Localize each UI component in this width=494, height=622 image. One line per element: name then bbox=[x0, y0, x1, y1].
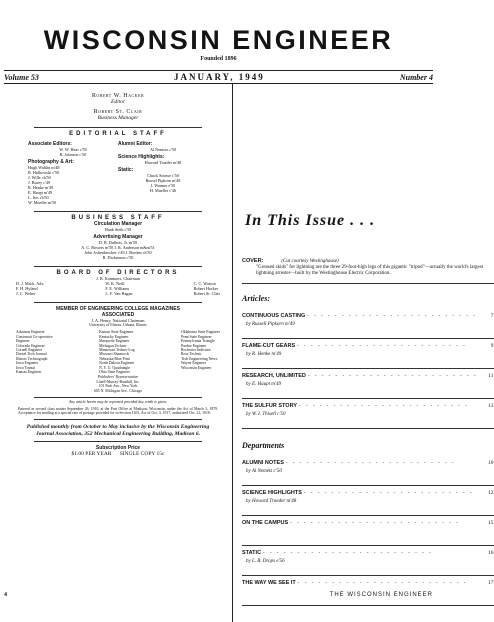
divider bbox=[34, 302, 202, 303]
article-entry bbox=[242, 373, 494, 403]
department-entry bbox=[242, 460, 494, 490]
article-entry bbox=[242, 313, 494, 343]
board-member: C. C. Watson bbox=[193, 281, 216, 286]
editor-block bbox=[4, 93, 232, 105]
magazine-title: WISCONSIN ENGINEER bbox=[43, 25, 394, 55]
member-column bbox=[181, 330, 220, 374]
business-manager-role: Business Manager bbox=[97, 115, 139, 121]
leader-dashes: - - - - - - - - - - - - - - - - - - - - - - - - - bbox=[285, 461, 456, 466]
toc-page: 15 bbox=[488, 520, 494, 526]
member-magazine: Ohio State Engineer bbox=[99, 370, 130, 375]
divider bbox=[242, 283, 494, 284]
department-entry bbox=[242, 550, 494, 580]
photography-label: Photography & Art: bbox=[28, 159, 74, 165]
member-magazine: Drexel Tech Journal bbox=[16, 352, 47, 357]
alumni-editor-label: Alumni Editor: bbox=[118, 141, 153, 147]
toc-page: 13 bbox=[488, 403, 494, 409]
divider bbox=[34, 419, 202, 420]
representative-line: 605 N. Michigan Ave., Chicago bbox=[93, 388, 143, 393]
article-entry bbox=[242, 343, 494, 373]
board-member: L. F. Van Hagan bbox=[105, 291, 133, 296]
member-magazine: Arkansas Engineer bbox=[16, 330, 45, 335]
business-staff-line: R. Dickenson c'50 bbox=[102, 255, 134, 260]
advertising-label: Advertising Manager bbox=[93, 234, 143, 240]
entry-notice: Entered as second class matter September 26, 1910, at the Post Office at Madison, Wisconsin, under the Act of March 3, 1879. Acceptance for mailing at a special rate of postage provided for in Section 1103, Act of Oct. 3, 1917, authorized Oct. 21, 1918. bbox=[18, 406, 218, 415]
editorial-staff-heading: EDITORIAL STAFF bbox=[69, 131, 167, 137]
member-magazine: Penn State Engineer bbox=[180, 334, 212, 339]
member-magazine: Rochester Indicator bbox=[180, 348, 211, 353]
editor-name: Robert W. Hacker bbox=[91, 93, 145, 99]
representative-list bbox=[4, 380, 232, 393]
board-member: W. K. Neill bbox=[105, 281, 125, 286]
member-magazine: Iowa Transit bbox=[16, 365, 36, 370]
business-staff-line: John Ashenbrucker c'49 J. Borden ch'50 bbox=[84, 250, 152, 255]
masthead bbox=[4, 0, 433, 62]
articles-list bbox=[242, 313, 494, 433]
member-magazine: Engineer bbox=[16, 339, 30, 344]
member-grid bbox=[4, 330, 232, 374]
alumni-editor-list bbox=[118, 147, 208, 152]
alumni-editor: Al Nemetz c'50 bbox=[149, 147, 177, 152]
business-staff-line: A. C. Bowers m'50 J. R. Anderson m&m'51 bbox=[81, 245, 155, 250]
divider bbox=[34, 127, 202, 128]
cover-label: COVER: bbox=[242, 258, 264, 264]
member-column bbox=[16, 330, 53, 374]
founded-line: Founded 1896 bbox=[200, 56, 237, 62]
board-column bbox=[194, 281, 220, 296]
member-magazine: Kansas State Engineer bbox=[99, 330, 134, 335]
toc-author: by Al Nemetz c'50 bbox=[246, 469, 282, 474]
divider bbox=[34, 211, 202, 212]
member-magazine: N. Y. U. Quadrangle bbox=[99, 365, 131, 370]
toc-author: by E. Haupt m'49 bbox=[246, 382, 281, 387]
representative-line: Littell-Murray-Barnhill, Inc. bbox=[96, 379, 140, 384]
leader-dashes: - - - - - - - - - - - - - - - - - - - - - - - - - bbox=[297, 344, 467, 349]
member-magazine: Tech Engineering News bbox=[180, 356, 218, 361]
issue-date: JANUARY, 1949 bbox=[173, 72, 265, 82]
member-magazine: Missouri Shamrock bbox=[99, 352, 129, 357]
national-chairman: J. A. Henry, National Chairman bbox=[91, 318, 145, 323]
article-entry bbox=[242, 403, 494, 433]
toc-title: RESEARCH, UNLIMITED bbox=[242, 373, 306, 379]
departments-label: Departments bbox=[242, 441, 285, 450]
toc-title: ALUMNI NOTES bbox=[242, 460, 284, 466]
board-chairman: J. B. Kommers, Chairman bbox=[96, 276, 140, 281]
toc-page: 17 bbox=[488, 580, 494, 586]
member-magazine: Cornell Engineer bbox=[16, 348, 43, 353]
associate-editors-label: Associate Editors: bbox=[28, 141, 72, 147]
leader-dashes: - - - - - - - - - - - - - - - - - - - - - - - - - bbox=[299, 404, 469, 409]
toc-author: by Howard Traeder m'48 bbox=[246, 499, 297, 504]
toc-title: THE WAY WE SEE IT bbox=[242, 580, 296, 586]
photography-staff: L. Ites ch'50 bbox=[28, 195, 49, 200]
member-magazine: Kentucky Engineer bbox=[99, 334, 129, 339]
science-highlights-list bbox=[118, 160, 208, 165]
divider bbox=[242, 398, 494, 399]
member-heading: MEMBER OF ENGINEERING COLLEGE MAGAZINES bbox=[56, 306, 180, 312]
toc-title: ON THE CAMPUS bbox=[242, 520, 289, 526]
photography-staff: J. Busey c'49 bbox=[28, 180, 51, 185]
toc-page: 11 bbox=[488, 373, 494, 379]
representative-label: Publishers' Representative bbox=[97, 375, 139, 380]
cover-description: "Greased skids" for lightning are the three 29-foot-high legs of this gigantic "tripod"—actually the world's largest lightning arrester—built by the Westinghouse Electric Corporation. bbox=[256, 265, 484, 276]
static-staff: Chuck Strasse c'50 bbox=[147, 173, 179, 178]
toc-title: CONTINUOUS CASTING bbox=[242, 313, 306, 319]
business-manager-name: Robert St. Clair bbox=[93, 109, 143, 115]
member-magazine: Minnesota Techno-Log bbox=[99, 348, 135, 353]
leader-dashes: - - - - - - - - - - - - - - - - - - - - - - - - - bbox=[297, 581, 468, 586]
footer-publication: THE WISCONSIN ENGINEER bbox=[329, 592, 433, 598]
member-magazine: Illinois Technograph bbox=[16, 356, 48, 361]
static-list bbox=[118, 173, 208, 193]
toc-author: by Russell Pipkorn m'49 bbox=[246, 322, 295, 327]
static-staff: Russel Pipkorn m'49 bbox=[145, 178, 181, 183]
member-magazine: Marquette Engineer bbox=[99, 339, 130, 344]
department-entry bbox=[242, 520, 494, 550]
toc-author: by W. I. Thisell c'50 bbox=[246, 412, 286, 417]
divider bbox=[242, 605, 494, 606]
volume: Volume 53 bbox=[4, 72, 39, 82]
member-heading-2: ASSOCIATED bbox=[101, 312, 135, 318]
subscription-label: Subscription Price bbox=[95, 445, 141, 452]
toc-page: 7 bbox=[490, 313, 494, 319]
board-member: Robert St. Clair bbox=[193, 291, 220, 296]
board-member: J. C. Weber bbox=[16, 291, 36, 296]
page-footer bbox=[0, 592, 437, 600]
divider bbox=[242, 368, 494, 369]
toc-page: 12 bbox=[488, 490, 494, 496]
member-magazine: North Dakota Engineer bbox=[99, 361, 135, 366]
divider bbox=[34, 441, 202, 442]
department-entry bbox=[242, 490, 494, 520]
photography-staff: R. Henke m'49 bbox=[28, 185, 54, 190]
member-magazine: Cincinnati Co-operative bbox=[16, 334, 53, 339]
toc-page: 9 bbox=[490, 343, 494, 349]
representative-line: 101 Park Ave., New York bbox=[98, 384, 138, 389]
toc-page: 16 bbox=[488, 550, 494, 556]
member-column bbox=[99, 330, 134, 374]
divider bbox=[34, 266, 202, 267]
subscription-price: $1.00 PER YEAR SINGLE COPY 15c bbox=[71, 451, 165, 458]
photography-list bbox=[28, 165, 118, 205]
member-magazine: Nebraska Blue Print bbox=[99, 356, 130, 361]
issue-number: Number 4 bbox=[399, 72, 433, 82]
divider bbox=[242, 515, 494, 516]
publication-notice: Published monthly from October to May inclusive by the Wisconsin Engineering Journal Association, 352 Mechanical Engineering Building, Madison 6. bbox=[26, 424, 210, 437]
leader-dashes: - - - - - - - - - - - - - - - - - - - - - - - - - bbox=[307, 374, 478, 379]
circulation-label: Circulation Manager bbox=[93, 221, 143, 227]
member-magazine: Oklahoma State Engineer bbox=[180, 330, 220, 335]
divider bbox=[34, 397, 202, 398]
issue-line bbox=[4, 70, 433, 84]
static-label: Static: bbox=[118, 167, 134, 173]
divider bbox=[242, 575, 494, 576]
leader-dashes: - - - - - - - - - - - - - - - - - - - - - - - - - bbox=[263, 551, 433, 556]
toc-author: by L. R. Drops e'56 bbox=[246, 559, 285, 564]
member-magazine: Colorado Engineer bbox=[16, 343, 45, 348]
science-editor: Howard Traeder m'48 bbox=[144, 160, 182, 165]
photography-staff: Hugh Wahlin m'48 bbox=[28, 165, 60, 170]
photography-staff: R. Hulkowski c'50 bbox=[28, 170, 60, 175]
board-grid bbox=[4, 281, 232, 296]
member-magazine: Rose Technic bbox=[180, 352, 202, 357]
toc-title: SCIENCE HIGHLIGHTS bbox=[242, 490, 302, 496]
photography-staff: J. Wille ch'50 bbox=[28, 175, 51, 180]
toc-title: STATIC bbox=[242, 550, 262, 556]
board-member: F. H. Hyland bbox=[16, 286, 38, 291]
divider bbox=[242, 485, 494, 486]
board-heading: BOARD OF DIRECTORS bbox=[56, 270, 180, 276]
editorial-staff-grid bbox=[4, 141, 232, 205]
board-member: Robert Hacker bbox=[193, 286, 219, 291]
cover-block bbox=[242, 258, 494, 277]
in-this-issue-heading: In This Issue . . . bbox=[245, 212, 376, 229]
leader-dashes: - - - - - - - - - - - - - - - - - - - - - - - - - bbox=[303, 491, 474, 496]
leader-dashes: - - - - - - - - - - - - - - - - - - - - - - - - - bbox=[290, 521, 460, 526]
photography-staff: W. Mueller m'50 bbox=[28, 200, 57, 205]
static-staff: H. Mueller c'46 bbox=[149, 188, 177, 193]
business-staff-heading: BUSINESS STAFF bbox=[71, 215, 165, 221]
science-highlights-label: Science Highlights: bbox=[118, 154, 165, 160]
circulation-manager: Hank Sieth c'50 bbox=[104, 227, 132, 232]
member-magazine: Michigan Technic bbox=[99, 343, 127, 348]
advertising-manager: D. R. Dulheis, Jr. m'50 bbox=[98, 240, 138, 245]
toc-title: FLAME-CUT GEARS bbox=[242, 343, 296, 349]
departments-list bbox=[242, 460, 494, 610]
board-column bbox=[16, 281, 44, 296]
divider bbox=[242, 545, 494, 546]
divider bbox=[242, 338, 494, 339]
business-manager-block bbox=[4, 109, 232, 121]
member-magazine: Pennsylvania Triangle bbox=[180, 339, 215, 344]
associate-editors-list bbox=[28, 147, 118, 157]
reprint-notice: Any article herein may be reprinted provided due credit is given. bbox=[68, 400, 168, 405]
static-staff: J. Wanner e'50 bbox=[150, 183, 176, 188]
photography-staff: E. Haupt m'49 bbox=[28, 190, 53, 195]
leader-dashes: - - - - - - - - - - - - - - - - - - - - - - - - - bbox=[307, 314, 477, 319]
toc-page: 10 bbox=[488, 460, 494, 466]
cover-credit: (Cut courtesy Westinghouse) bbox=[281, 259, 339, 264]
board-member: D. J. Mack, Adv. bbox=[16, 281, 45, 286]
board-member: F. E. Williams bbox=[105, 286, 130, 291]
editor-role: Editor bbox=[110, 99, 126, 105]
contents-column bbox=[233, 84, 494, 622]
chairman-address: University of Illinois, Urbana, Illinois bbox=[89, 323, 147, 327]
associate-editor: W. W. Haas c'50 bbox=[59, 147, 87, 152]
toc-title: THE SULFUR STORY bbox=[242, 403, 298, 409]
board-column bbox=[105, 281, 132, 296]
member-magazine: Kansas Engineer bbox=[16, 370, 42, 375]
member-magazine: Wisconsin Engineer bbox=[180, 365, 212, 370]
articles-label: Articles: bbox=[242, 294, 270, 303]
toc-author: by R. Henke m'49 bbox=[246, 352, 282, 357]
staff-column bbox=[4, 84, 233, 622]
member-magazine: Purdue Engineer bbox=[180, 343, 207, 348]
associate-editor: R. Johnson c'50 bbox=[59, 152, 87, 157]
member-magazine: Wayne Engineer bbox=[180, 361, 207, 366]
page-number: 4 bbox=[4, 592, 7, 598]
member-magazine: Iowa Engineer bbox=[16, 361, 39, 366]
divider bbox=[242, 428, 494, 429]
